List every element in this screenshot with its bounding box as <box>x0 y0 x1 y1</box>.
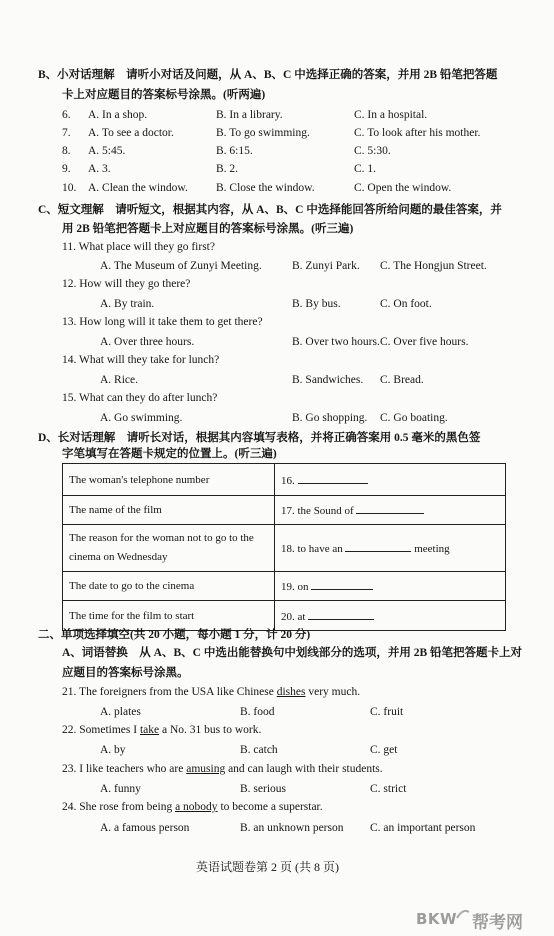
option-b: B. In a library. <box>216 109 283 121</box>
option-a: A. funny <box>100 783 141 795</box>
option-a: A. To see a doctor. <box>88 127 174 139</box>
answer-blank <box>356 501 424 514</box>
site-watermark-logo <box>416 902 552 932</box>
option-b: B. Close the window. <box>216 182 315 194</box>
option-a: A. plates <box>100 706 141 718</box>
option-c: C. In a hospital. <box>354 109 428 121</box>
part2-a-instructions: A、词语替换 从 A、B、C 中选出能替换句中划线部分的选项，并用 2B 铅笔把答题卡上对 <box>62 647 523 659</box>
table-row <box>63 525 506 572</box>
answer-number: 19. <box>281 581 295 593</box>
option-b: B. To go swimming. <box>216 127 310 139</box>
option-a: A. a famous person <box>100 822 190 834</box>
option-a: A. In a shop. <box>88 109 148 121</box>
option-b: B. By bus. <box>292 298 341 310</box>
answer-suffix: meeting <box>414 543 450 555</box>
watermark-cn: 帮考网 <box>472 913 523 933</box>
answer-blank <box>311 577 373 590</box>
question-number: 6. <box>62 109 71 121</box>
section-b-instructions: B、小对话理解 请听小对话及问题，从 A、B、C 中选择正确的答案，并用 2B 铅笔把答题 <box>38 69 498 81</box>
table-row <box>63 572 506 601</box>
option-c: C. 1. <box>354 163 377 175</box>
stem-start: 23. I like teachers who are <box>62 763 187 775</box>
question-stem <box>62 723 261 737</box>
option-c: C. get <box>370 744 398 756</box>
question-stem: 13. How long will it take them to get there? <box>62 316 263 328</box>
watermark-swoosh-icon <box>456 908 470 922</box>
question-stem: 15. What can they do after lunch? <box>62 392 218 404</box>
table-row <box>63 496 506 525</box>
answer-cell <box>275 601 506 631</box>
underlined-word: a nobody <box>175 801 218 813</box>
option-a: A. 5:45. <box>88 145 126 157</box>
question-number: 10. <box>62 182 77 194</box>
answer-cell <box>275 464 506 496</box>
stem-end: to become a superstar. <box>217 801 323 813</box>
question-stem <box>62 685 360 699</box>
answer-blank <box>298 471 368 484</box>
section-d-instructions: D、长对话理解 请听长对话，根据其内容填写表格，并将正确答案用 0.5 毫米的黑色签 <box>38 432 481 444</box>
answer-number: 17. <box>281 505 295 517</box>
row-label: The reason for the woman not to go to the cinema on Wednesday <box>63 525 275 572</box>
option-a: A. Go swimming. <box>100 412 183 424</box>
option-c: C. strict <box>370 783 407 795</box>
answer-prefix: to have an <box>297 543 343 555</box>
option-a: A. by <box>100 744 126 756</box>
answer-number: 20. <box>281 610 295 623</box>
option-c: C. To look after his mother. <box>354 127 481 139</box>
stem-end: a No. 31 bus to work. <box>159 724 262 736</box>
option-c: C. Bread. <box>380 374 424 386</box>
table-row <box>63 601 506 631</box>
option-b: B. 6:15. <box>216 145 253 157</box>
answer-number: 18. <box>281 543 295 555</box>
option-c: C. 5:30. <box>354 145 391 157</box>
underlined-word: dishes <box>276 686 306 698</box>
underlined-word: amusing <box>186 763 226 775</box>
stem-end: very much. <box>305 686 361 698</box>
question-number: 8. <box>62 145 71 157</box>
underlined-word: take <box>139 724 160 736</box>
row-label: The date to go to the cinema <box>63 572 275 601</box>
watermark-brand: BKW <box>416 910 458 928</box>
answer-prefix: the Sound of <box>297 505 354 517</box>
answer-prefix: at <box>297 610 306 623</box>
listening-answer-table <box>62 463 506 631</box>
section-c-instructions-cont: 用 2B 铅笔把答题卡上对应题目的答案标号涂黑。(听三遍) <box>62 223 354 235</box>
option-a: A. 3. <box>88 163 111 175</box>
answer-number: 16. <box>281 474 295 487</box>
option-c: C. fruit <box>370 706 404 718</box>
question-stem: 12. How will they go there? <box>62 278 191 290</box>
answer-blank <box>308 607 374 620</box>
row-label: The name of the film <box>63 496 275 525</box>
part2-a-instructions-cont: 应题目的答案标号涂黑。 <box>62 667 189 679</box>
option-b: B. Zunyi Park. <box>292 260 360 272</box>
option-b: B. food <box>240 706 275 718</box>
part2-heading: 二、单项选择填空(共 20 小题，每小题 1 分，计 20 分) <box>38 629 311 641</box>
table-row <box>63 464 506 496</box>
stem-start: 21. The foreigners from the USA like Chinese <box>62 686 277 698</box>
option-a: A. Rice. <box>100 374 139 386</box>
answer-cell <box>275 496 506 525</box>
stem-start: 22. Sometimes I <box>62 724 140 736</box>
question-number: 7. <box>62 127 71 139</box>
option-a: A. Over three hours. <box>100 336 195 348</box>
section-c-instructions: C、短文理解 请听短文，根据其内容，从 A、B、C 中选择能回答所给问题的最佳答案，并 <box>38 204 502 216</box>
answer-cell <box>275 572 506 601</box>
option-a: A. The Museum of Zunyi Meeting. <box>100 260 262 272</box>
row-label: The woman's telephone number <box>63 464 275 496</box>
question-stem: 14. What will they take for lunch? <box>62 354 220 366</box>
option-a: A. Clean the window. <box>88 182 188 194</box>
option-b: B. 2. <box>216 163 239 175</box>
option-b: B. Go shopping. <box>292 412 368 424</box>
question-stem <box>62 762 383 776</box>
option-c: C. Go boating. <box>380 412 448 424</box>
page-footer: 英语试题卷第 2 页 (共 8 页) <box>196 860 339 874</box>
option-a: A. By train. <box>100 298 155 310</box>
question-number: 9. <box>62 163 71 175</box>
option-c: C. Open the window. <box>354 182 452 194</box>
option-b: B. Sandwiches. <box>292 374 364 386</box>
option-c: C. On foot. <box>380 298 432 310</box>
section-b-instructions-cont: 卡上对应题目的答案标号涂黑。(听两遍) <box>62 89 266 101</box>
row-label: The time for the film to start <box>63 601 275 631</box>
stem-end: and can laugh with their students. <box>225 763 383 775</box>
option-b: B. serious <box>240 783 286 795</box>
stem-start: 24. She rose from being <box>62 801 176 813</box>
option-c: C. The Hongjun Street. <box>380 260 487 272</box>
answer-blank <box>345 539 411 552</box>
answer-prefix: on <box>297 581 309 593</box>
answer-cell <box>275 525 506 572</box>
option-b: B. Over two hours. <box>292 336 380 348</box>
option-b: B. catch <box>240 744 278 756</box>
question-stem: 11. What place will they go first? <box>62 241 215 253</box>
question-stem <box>62 800 323 814</box>
option-c: C. an important person <box>370 822 476 834</box>
option-b: B. an unknown person <box>240 822 344 834</box>
section-d-instructions-cont: 字笔填写在答题卡规定的位置上。(听三遍) <box>62 448 277 460</box>
option-c: C. Over five hours. <box>380 336 469 348</box>
